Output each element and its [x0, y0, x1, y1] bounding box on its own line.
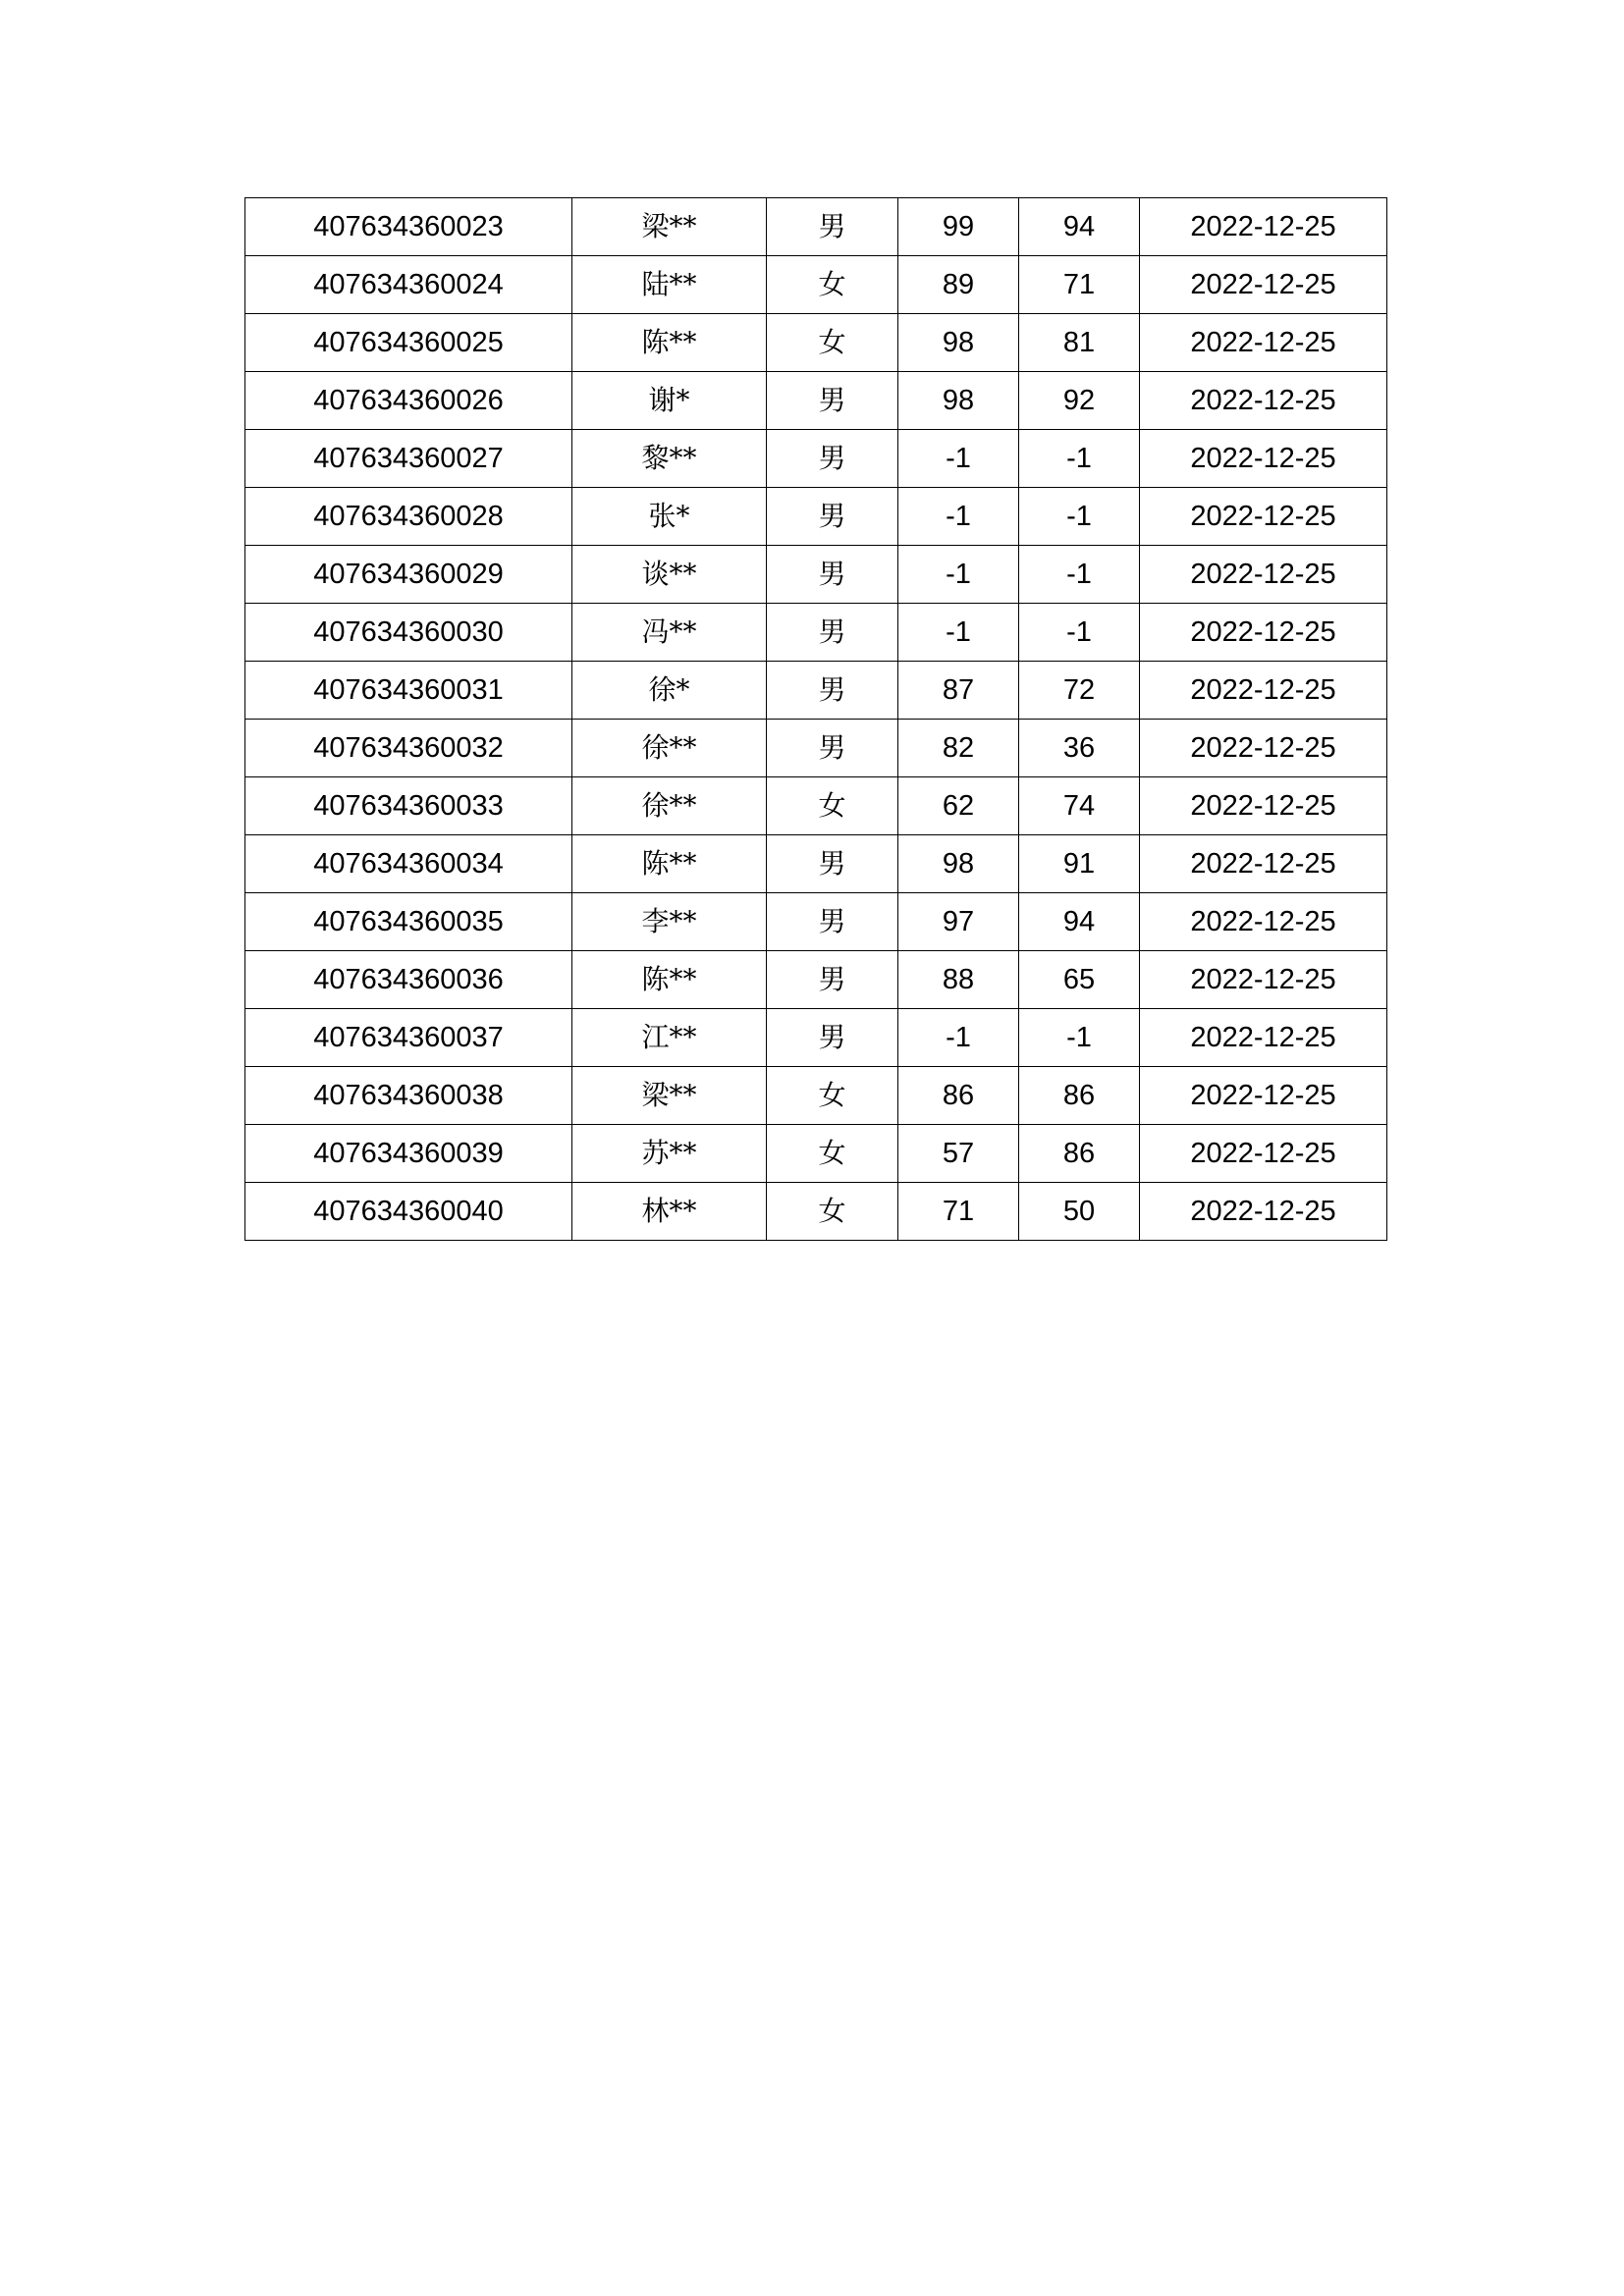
score-1-cell: 82: [898, 720, 1019, 777]
date-cell: 2022-12-25: [1140, 1009, 1387, 1067]
table-row: [245, 488, 1387, 546]
gender-cell: 女: [767, 256, 898, 314]
score-1-cell: 98: [898, 314, 1019, 372]
name-cell: 梁**: [572, 1067, 767, 1125]
name-cell: 江**: [572, 1009, 767, 1067]
score-2-cell: 72: [1019, 662, 1140, 720]
table-row: [245, 893, 1387, 951]
date-cell: 2022-12-25: [1140, 835, 1387, 893]
candidate-id-cell: 407634360025: [245, 314, 572, 372]
table-row: [245, 1125, 1387, 1183]
score-2-cell: -1: [1019, 1009, 1140, 1067]
date-cell: 2022-12-25: [1140, 1125, 1387, 1183]
table-row: [245, 720, 1387, 777]
date-cell: 2022-12-25: [1140, 951, 1387, 1009]
gender-cell: 女: [767, 1125, 898, 1183]
score-1-cell: 98: [898, 372, 1019, 430]
table-row: [245, 198, 1387, 256]
gender-cell: 女: [767, 1067, 898, 1125]
score-2-cell: 94: [1019, 198, 1140, 256]
name-cell: 李**: [572, 893, 767, 951]
score-2-cell: 92: [1019, 372, 1140, 430]
score-1-cell: 57: [898, 1125, 1019, 1183]
date-cell: 2022-12-25: [1140, 662, 1387, 720]
score-1-cell: 89: [898, 256, 1019, 314]
candidate-id-cell: 407634360036: [245, 951, 572, 1009]
name-cell: 徐**: [572, 720, 767, 777]
candidate-id-cell: 407634360028: [245, 488, 572, 546]
score-2-cell: 86: [1019, 1067, 1140, 1125]
candidate-id-cell: 407634360033: [245, 777, 572, 835]
name-cell: 陆**: [572, 256, 767, 314]
table-row: [245, 314, 1387, 372]
score-2-cell: -1: [1019, 488, 1140, 546]
table-row: [245, 951, 1387, 1009]
score-2-cell: 91: [1019, 835, 1140, 893]
score-1-cell: 86: [898, 1067, 1019, 1125]
date-cell: 2022-12-25: [1140, 720, 1387, 777]
score-2-cell: 65: [1019, 951, 1140, 1009]
gender-cell: 女: [767, 777, 898, 835]
score-2-cell: 81: [1019, 314, 1140, 372]
candidate-id-cell: 407634360026: [245, 372, 572, 430]
table-row: [245, 256, 1387, 314]
date-cell: 2022-12-25: [1140, 1183, 1387, 1241]
candidate-id-cell: 407634360027: [245, 430, 572, 488]
name-cell: 陈**: [572, 951, 767, 1009]
score-1-cell: 88: [898, 951, 1019, 1009]
gender-cell: 男: [767, 430, 898, 488]
gender-cell: 男: [767, 720, 898, 777]
name-cell: 谢*: [572, 372, 767, 430]
candidate-id-cell: 407634360034: [245, 835, 572, 893]
date-cell: 2022-12-25: [1140, 314, 1387, 372]
table-row: [245, 1067, 1387, 1125]
score-2-cell: 86: [1019, 1125, 1140, 1183]
score-1-cell: -1: [898, 1009, 1019, 1067]
table-row: [245, 604, 1387, 662]
score-1-cell: 71: [898, 1183, 1019, 1241]
date-cell: 2022-12-25: [1140, 430, 1387, 488]
date-cell: 2022-12-25: [1140, 777, 1387, 835]
table-row: [245, 372, 1387, 430]
name-cell: 冯**: [572, 604, 767, 662]
gender-cell: 男: [767, 488, 898, 546]
candidate-id-cell: 407634360030: [245, 604, 572, 662]
candidate-id-cell: 407634360024: [245, 256, 572, 314]
name-cell: 林**: [572, 1183, 767, 1241]
score-1-cell: 87: [898, 662, 1019, 720]
score-2-cell: -1: [1019, 604, 1140, 662]
gender-cell: 男: [767, 198, 898, 256]
name-cell: 徐*: [572, 662, 767, 720]
gender-cell: 女: [767, 1183, 898, 1241]
score-1-cell: 99: [898, 198, 1019, 256]
table-row: [245, 430, 1387, 488]
score-1-cell: 62: [898, 777, 1019, 835]
candidate-id-cell: 407634360032: [245, 720, 572, 777]
candidate-id-cell: 407634360031: [245, 662, 572, 720]
score-2-cell: 36: [1019, 720, 1140, 777]
name-cell: 谈**: [572, 546, 767, 604]
date-cell: 2022-12-25: [1140, 893, 1387, 951]
name-cell: 梁**: [572, 198, 767, 256]
date-cell: 2022-12-25: [1140, 1067, 1387, 1125]
score-1-cell: -1: [898, 546, 1019, 604]
score-1-cell: -1: [898, 604, 1019, 662]
table-row: [245, 777, 1387, 835]
date-cell: 2022-12-25: [1140, 198, 1387, 256]
gender-cell: 男: [767, 546, 898, 604]
table-row: [245, 546, 1387, 604]
gender-cell: 男: [767, 372, 898, 430]
date-cell: 2022-12-25: [1140, 604, 1387, 662]
gender-cell: 女: [767, 314, 898, 372]
candidate-id-cell: 407634360038: [245, 1067, 572, 1125]
name-cell: 苏**: [572, 1125, 767, 1183]
name-cell: 黎**: [572, 430, 767, 488]
candidate-id-cell: 407634360035: [245, 893, 572, 951]
date-cell: 2022-12-25: [1140, 488, 1387, 546]
name-cell: 张*: [572, 488, 767, 546]
candidate-id-cell: 407634360037: [245, 1009, 572, 1067]
candidate-id-cell: 407634360023: [245, 198, 572, 256]
table-row: [245, 1009, 1387, 1067]
name-cell: 徐**: [572, 777, 767, 835]
date-cell: 2022-12-25: [1140, 372, 1387, 430]
gender-cell: 男: [767, 1009, 898, 1067]
score-2-cell: 94: [1019, 893, 1140, 951]
table-row: [245, 1183, 1387, 1241]
gender-cell: 男: [767, 662, 898, 720]
date-cell: 2022-12-25: [1140, 546, 1387, 604]
gender-cell: 男: [767, 604, 898, 662]
candidate-id-cell: 407634360029: [245, 546, 572, 604]
score-1-cell: 98: [898, 835, 1019, 893]
score-2-cell: 74: [1019, 777, 1140, 835]
score-1-cell: -1: [898, 430, 1019, 488]
gender-cell: 男: [767, 951, 898, 1009]
score-table: [244, 197, 1387, 1241]
name-cell: 陈**: [572, 835, 767, 893]
table-row: [245, 662, 1387, 720]
candidate-id-cell: 407634360039: [245, 1125, 572, 1183]
score-2-cell: -1: [1019, 546, 1140, 604]
name-cell: 陈**: [572, 314, 767, 372]
score-1-cell: -1: [898, 488, 1019, 546]
date-cell: 2022-12-25: [1140, 256, 1387, 314]
score-1-cell: 97: [898, 893, 1019, 951]
table-row: [245, 835, 1387, 893]
score-2-cell: 50: [1019, 1183, 1140, 1241]
gender-cell: 男: [767, 893, 898, 951]
candidate-id-cell: 407634360040: [245, 1183, 572, 1241]
gender-cell: 男: [767, 835, 898, 893]
score-2-cell: -1: [1019, 430, 1140, 488]
score-2-cell: 71: [1019, 256, 1140, 314]
table-body: [245, 198, 1387, 1241]
